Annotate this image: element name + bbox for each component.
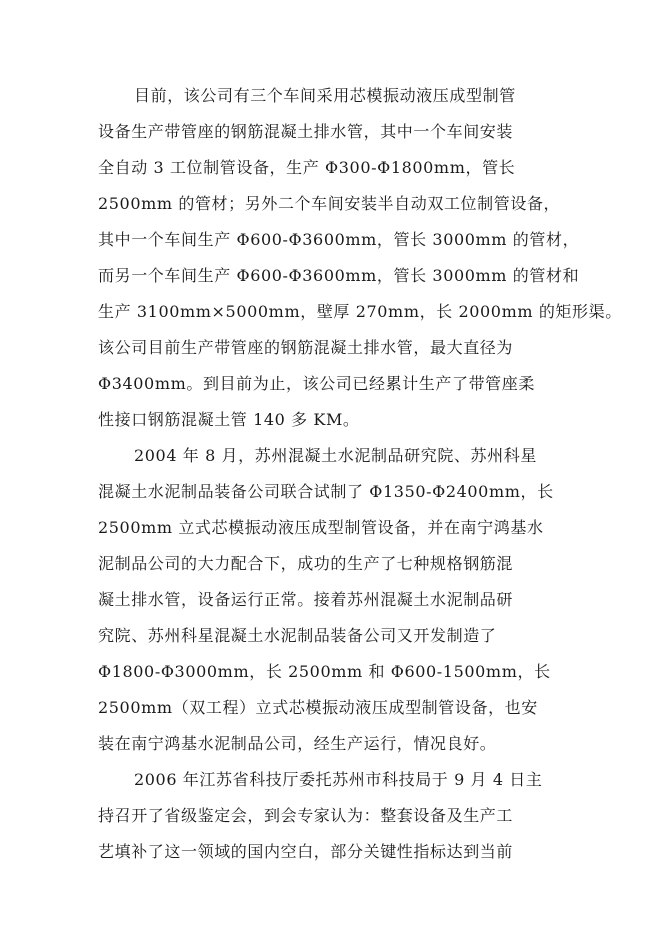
paragraph-2-line-7: Φ1800-Φ3000mm，长 2500mm 和 Φ600-1500mm，长 [98, 662, 551, 681]
paragraph-1-line-3: 全自动 3 工位制管设备，生产 Φ300-Φ1800mm，管长 [98, 158, 516, 177]
paragraph-1-line-5: 其中一个车间生产 Φ600-Φ3600mm，管长 3000mm 的管材， [98, 230, 580, 249]
paragraph-2-line-2: 混凝土水泥制品装备公司联合试制了 Φ1350-Φ2400mm，长 [98, 482, 554, 501]
paragraph-2-line-3: 2500mm 立式芯模振动液压成型制管设备，并在南宁鸿基水 [98, 518, 544, 537]
paragraph-1-line-8: 该公司目前生产带管座的钢筋混凝土排水管，最大直径为 [98, 338, 514, 357]
paragraph-2-line-1: 2004 年 8 月，苏州混凝土水泥制品研究院、苏州科星 [134, 446, 537, 465]
paragraph-1-line-6: 而另一个车间生产 Φ600-Φ3600mm，管长 3000mm 的管材和 [98, 266, 580, 285]
paragraph-1-line-7: 生产 3100mm×5000mm，壁厚 270mm，长 2000mm 的矩形渠。 [98, 302, 622, 321]
paragraph-1-line-2: 设备生产带管座的钢筋混凝土排水管，其中一个车间安装 [98, 122, 514, 141]
paragraph-3-line-2: 持召开了省级鉴定会，到会专家认为：整套设备及生产工 [98, 806, 514, 825]
paragraph-1-line-4: 2500mm 的管材；另外二个车间安装半自动双工位制管设备， [98, 194, 561, 213]
paragraph-2-line-8: 2500mm（双工程）立式芯模振动液压成型制管设备，也安 [98, 698, 538, 717]
paragraph-2-line-4: 泥制品公司的大力配合下，成功的生产了七种规格钢筋混 [98, 554, 514, 573]
paragraph-2-line-5: 凝土排水管，设备运行正常。接着苏州混凝土水泥制品研 [98, 590, 514, 609]
paragraph-2-line-9: 装在南宁鸿基水泥制品公司，经生产运行，情况良好。 [98, 734, 497, 753]
paragraph-3-line-3: 艺填补了这一领域的国内空白，部分关键性指标达到当前 [98, 842, 514, 861]
paragraph-2-line-6: 究院、苏州科星混凝土水泥制品装备公司又开发制造了 [98, 626, 497, 645]
paragraph-1-line-1: 目前，该公司有三个车间采用芯模振动液压成型制管 [134, 86, 516, 105]
paragraph-1-line-9: Φ3400mm。到目前为止，该公司已经累计生产了带管座柔 [98, 374, 535, 393]
paragraph-3-line-1: 2006 年江苏省科技厅委托苏州市科技局于 9 月 4 日主 [134, 770, 543, 789]
paragraph-1-line-10: 性接口钢筋混凝土管 140 多 KM。 [98, 410, 360, 429]
